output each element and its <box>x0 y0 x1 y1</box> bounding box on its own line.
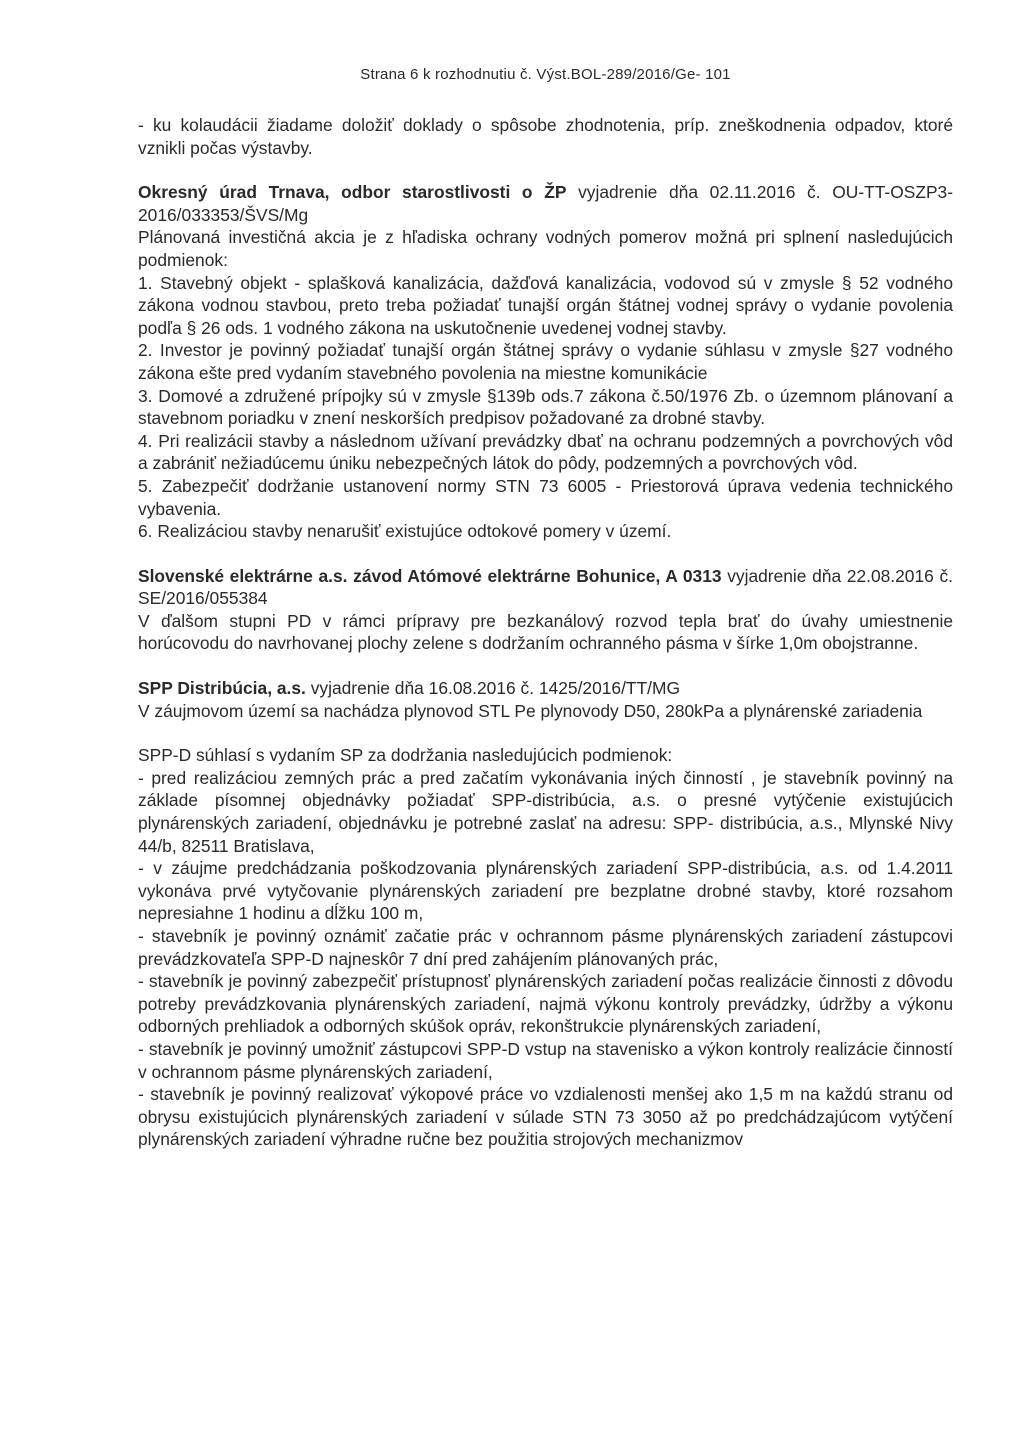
paragraph: SPP-D súhlasí s vydaním SP za dodržania nasledujúcich podmienok: <box>138 745 673 766</box>
condition-item: 6. Realizáciou stavby nenarušiť existujúce odtokové pomery v území. <box>138 521 672 542</box>
intro-paragraph: - ku kolaudácii žiadame doložiť doklady o spôsobe zhodnotenia, príp. zneškodnenia odpadov, ktoré vznikli počas výstavby. <box>138 115 953 158</box>
condition-item: 5. Zabezpečiť dodržanie ustanovení normy STN 73 6005 - Priestorová úprava vedenia technického vybavenia. <box>138 475 953 519</box>
page-header: Strana 6 k rozhodnutiu č. Výst.BOL-289/2016/Ge- 101 <box>360 66 731 83</box>
condition-item: 2. Investor je povinný požiadať tunajší orgán štátnej správy o vydanie súhlasu v zmysle §27 vodného zákona ešte pred vydaním stavebného povolenia na miestne komunikácie <box>138 340 953 383</box>
condition-item: - stavebník je povinný oznámiť začatie prác v ochrannom pásme plynárenských zariadení zástupcovi prevádzkovateľa SPP-D najneskôr 7 dní pred zahájením plánovaných prác, <box>138 926 953 969</box>
condition-item: - pred realizáciou zemných prác a pred začatím vykonávania iných činností , je stavebník povinný na základe písomnej objednávky požiadať SPP-distribúcia, a.s. o presné vytýčenie existujúcich plynárenských zariadení, objednávku je potrebné zaslať na adresu: SPP- distribúcia, a.s., Mlynské Nivy 44/b, 82511 Bratislava, <box>138 767 953 856</box>
condition-item: 4. Pri realizácii stavby a následnom užívaní prevádzky dbať na ochranu podzemných a povrchových vôd a zabrániť nežiadúcemu úniku nebezpečných látok do pôdy, podzemných a povrchových vôd. <box>138 430 953 474</box>
document-page <box>138 66 953 1151</box>
condition-item: - v záujme predchádzania poškodzovania plynárenských zariadení SPP-distribúcia, a.s. od 1.4.2011 vykonáva prvé vytyčovanie plynárenských zariadení pre bezplatne drobné stavby, ktoré rozsahom nepresiahne 1 hodinu a dĺžku 100 m, <box>138 858 953 924</box>
section-heading <box>138 565 953 610</box>
section-heading <box>138 677 953 700</box>
section-meta: vyjadrenie dňa 22.08.2016 č. SE/2016/055384 <box>138 565 953 609</box>
condition-item: - stavebník je povinný umožniť zástupcovi SPP-D vstup na stavenisko a výkon kontroly realizácie činností v ochrannom pásme plynárenských zariadení, <box>138 1038 953 1082</box>
paragraph: V ďalšom stupni PD v rámci prípravy pre bezkanálový rozvod tepla brať do úvahy umiestnenie horúcovodu do navrhovanej plochy zelene s dodržaním ochranného pásma v šírke 1,0m obojstranne. <box>138 610 953 654</box>
paragraph: Plánovaná investičná akcia je z hľadiska ochrany vodných pomerov možná pri splnení nasledujúcich podmienok: <box>138 227 953 270</box>
section-title: SPP Distribúcia, a.s. <box>138 678 306 699</box>
condition-item: 1. Stavebný objekt - splašková kanalizácia, dažďová kanalizácia, vodovod sú v zmysle § 52 vodného zákona vodnou stavbou, preto treba požiadať tunajší orgán štátnej vodnej správy o vydanie povolenia podľa § 26 ods. 1 vodného zákona na uskutočnenie uvedenej vodnej stavby. <box>138 272 953 338</box>
section-meta: vyjadrenie dňa 16.08.2016 č. 1425/2016/TT/MG <box>305 678 681 699</box>
section-meta: vyjadrenie dňa 02.11.2016 č. OU-TT-OSZP3-2016/033353/ŠVS/Mg <box>138 182 954 225</box>
condition-item: 3. Domové a združené prípojky sú v zmysle §139b ods.7 zákona č.50/1976 Zb. o územnom plánovaní a stavebnom poriadku v znení neskorších predpisov požadované za drobné stavby. <box>138 385 953 429</box>
section-heading <box>138 181 953 226</box>
condition-item: - stavebník je povinný realizovať výkopové práce vo vzdialenosti menšej ako 1,5 m na každú stranu od obrysu existujúcich plynárenských zariadení v súlade STN 73 3050 až po predchádzajúcom vytýčení plynárenských zariadení výhradne ručne bez použitia strojových mechanizmov <box>138 1084 953 1150</box>
condition-item: - stavebník je povinný zabezpečiť prístupnosť plynárenských zariadení počas realizácie činnosti z dôvodu potreby prevádzkovania plynárenských zariadení, najmä výkonu kontroly prevádzky, údržby a výkonu odborných prehliadok a odborných skúšok opráv, rekonštrukcie plynárenských zariadení, <box>138 971 953 1037</box>
section-title: Okresný úrad Trnava, odbor starostlivosti o ŽP <box>138 182 567 203</box>
section-title: Slovenské elektrárne a.s. závod Atómové elektrárne Bohunice, A 0313 <box>138 565 722 586</box>
paragraph: V záujmovom území sa nachádza plynovod STL Pe plynovody D50, 280kPa a plynárenské zariadenia <box>138 700 923 721</box>
